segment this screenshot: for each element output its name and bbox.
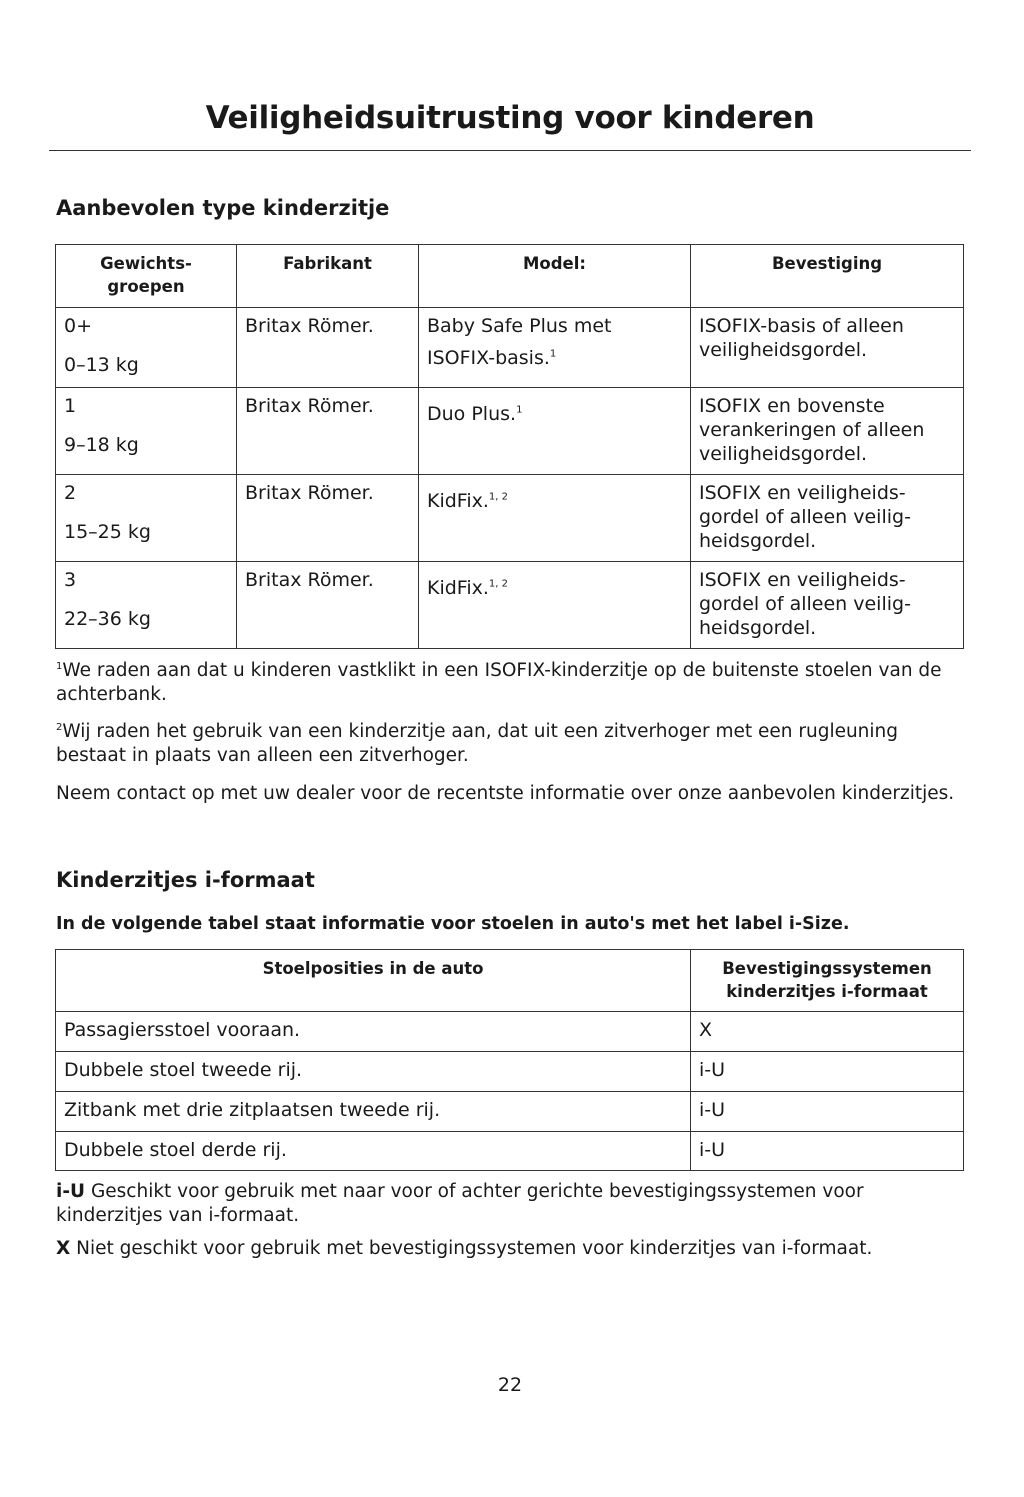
- manufacturer-text: Britax Römer.: [245, 482, 374, 504]
- manufacturer-cell: [237, 475, 419, 562]
- header-mounting-systems: [691, 950, 964, 1012]
- table-row: [56, 1052, 964, 1092]
- legend-x: [56, 1237, 971, 1261]
- legend-key: i-U: [56, 1181, 86, 1202]
- footnote-2: [56, 720, 971, 768]
- mounting-line: heidsgordel.: [699, 617, 817, 639]
- table-header-row: [56, 245, 964, 308]
- manufacturer-text: Britax Römer.: [245, 395, 374, 417]
- header-mounting: Bevestiging: [691, 245, 964, 308]
- weight-group-cell: [56, 475, 237, 562]
- mounting-cell: [691, 308, 964, 388]
- weight-range: 9–18 kg: [64, 434, 139, 456]
- manufacturer-cell: [237, 308, 419, 388]
- mounting-line: ISOFIX en bovenste: [699, 395, 885, 417]
- group-label: 2: [64, 482, 77, 504]
- contact-note: Neem contact op met uw dealer voor de recentste informatie over onze aanbevolen kinderzitjes.: [56, 783, 955, 804]
- mounting-line: verankeringen of alleen: [699, 419, 925, 441]
- legend-text: Niet geschikt voor gebruik met bevestigingssystemen voor kinderzitjes van i-formaat.: [76, 1238, 873, 1259]
- table-row: [56, 475, 964, 562]
- group-label: 1: [64, 395, 77, 417]
- group-label: 0+: [64, 315, 93, 337]
- model-cell: [419, 388, 691, 475]
- mounting-system-cell: [691, 1012, 964, 1052]
- manufacturer-text: Britax Römer.: [245, 569, 374, 591]
- header-weight-line2: groepen: [107, 277, 185, 296]
- footnote-ref: 1: [516, 404, 523, 416]
- table-row: [56, 388, 964, 475]
- model-cell: [419, 562, 691, 649]
- mounting-system-value: X: [699, 1019, 713, 1041]
- footnote-mark: 2: [56, 721, 63, 733]
- seat-position-cell: [56, 1012, 691, 1052]
- header-systems-line2: kinderzitjes i-formaat: [726, 982, 928, 1001]
- model-text: Duo Plus.: [427, 403, 517, 425]
- mounting-system-cell: [691, 1132, 964, 1171]
- footnote-ref: 1, 2: [488, 578, 509, 590]
- weight-group-cell: [56, 388, 237, 475]
- seat-position-cell: [56, 1092, 691, 1132]
- header-weight-groups: [56, 245, 237, 308]
- table-row: [56, 308, 964, 388]
- mounting-system-cell: [691, 1052, 964, 1092]
- mounting-line: ISOFIX en veiligheids-: [699, 569, 906, 591]
- seat-position-text: Dubbele stoel tweede rij.: [64, 1059, 303, 1081]
- section-heading-i-size: Kinderzitjes i-formaat: [56, 868, 315, 892]
- footnote-ref: 1: [549, 348, 557, 360]
- mounting-cell: [691, 388, 964, 475]
- page-number: 22: [497, 1374, 523, 1396]
- legend-key: X: [56, 1238, 71, 1259]
- header-systems-line1: Bevestigingssystemen: [722, 959, 932, 978]
- footnote-text: Wij raden het gebruik van een kinderzitje aan, dat uit een zitverhoger met een rugleuning bestaat in plaats van alleen een zitverhoger.: [56, 721, 899, 766]
- mounting-cell: [691, 562, 964, 649]
- recommended-seats-table: [55, 244, 964, 649]
- i-size-subheading: In de volgende tabel staat informatie voor stoelen in auto's met het label i-Size.: [56, 914, 850, 934]
- model-line2: [427, 346, 682, 370]
- footnote-ref: 1, 2: [488, 491, 509, 503]
- table-header-row: [56, 950, 964, 1012]
- weight-range: 22–36 kg: [64, 608, 151, 630]
- mounting-line: ISOFIX en veiligheids-: [699, 482, 906, 504]
- header-weight-line1: Gewichts-: [100, 254, 192, 273]
- title-divider: [49, 150, 971, 151]
- footnote-1: [56, 659, 971, 707]
- manufacturer-cell: [237, 388, 419, 475]
- mounting-line: veiligheidsgordel.: [699, 443, 868, 465]
- mounting-system-value: i-U: [699, 1059, 726, 1081]
- page-title: Veiligheidsuitrusting voor kinderen: [205, 100, 815, 136]
- weight-range: 0–13 kg: [64, 354, 139, 376]
- group-label: 3: [64, 569, 77, 591]
- mounting-system-value: i-U: [699, 1099, 726, 1121]
- mounting-line: ISOFIX-basis of alleen: [699, 315, 904, 337]
- i-size-table: [55, 949, 964, 1171]
- header-seat-positions: Stoelposities in de auto: [56, 950, 691, 1012]
- model-cell: [419, 308, 691, 388]
- table-row: [56, 1132, 964, 1171]
- table-row: [56, 1012, 964, 1052]
- mounting-system-cell: [691, 1092, 964, 1132]
- seat-position-text: Dubbele stoel derde rij.: [64, 1139, 287, 1161]
- model-line2-text: ISOFIX-basis.: [427, 347, 550, 369]
- table-row: [56, 562, 964, 649]
- footnote-text: We raden aan dat u kinderen vastklikt in een ISOFIX-kinderzitje op de buitenste stoelen van de achterbank.: [56, 660, 942, 705]
- weight-range: 15–25 kg: [64, 521, 151, 543]
- model-cell: [419, 475, 691, 562]
- seat-position-cell: [56, 1052, 691, 1092]
- legend-text: Geschikt voor gebruik met naar voor of achter gerichte bevestigingssystemen voor kinderzitjes van i-formaat.: [56, 1181, 864, 1226]
- legend-i-u: [56, 1180, 971, 1228]
- header-model: Model:: [419, 245, 691, 308]
- mounting-line: gordel of alleen veilig-: [699, 506, 911, 528]
- seat-position-text: Passagiersstoel vooraan.: [64, 1019, 301, 1041]
- weight-group-cell: [56, 308, 237, 388]
- section-heading-recommended-seats: Aanbevolen type kinderzitje: [56, 196, 390, 220]
- model-text: KidFix.: [427, 577, 489, 599]
- mounting-cell: [691, 475, 964, 562]
- table-row: [56, 1092, 964, 1132]
- footnote-mark: 1: [56, 660, 63, 672]
- mounting-system-value: i-U: [699, 1139, 726, 1161]
- manufacturer-cell: [237, 562, 419, 649]
- seat-position-cell: [56, 1132, 691, 1171]
- mounting-line: gordel of alleen veilig-: [699, 593, 911, 615]
- model-line1: Baby Safe Plus met: [427, 315, 612, 337]
- mounting-line: heidsgordel.: [699, 530, 817, 552]
- mounting-line: veiligheidsgordel.: [699, 339, 868, 361]
- weight-group-cell: [56, 562, 237, 649]
- manufacturer-text: Britax Römer.: [245, 315, 374, 337]
- seat-position-text: Zitbank met drie zitplaatsen tweede rij.: [64, 1099, 441, 1121]
- header-manufacturer: Fabrikant: [237, 245, 419, 308]
- model-text: KidFix.: [427, 490, 489, 512]
